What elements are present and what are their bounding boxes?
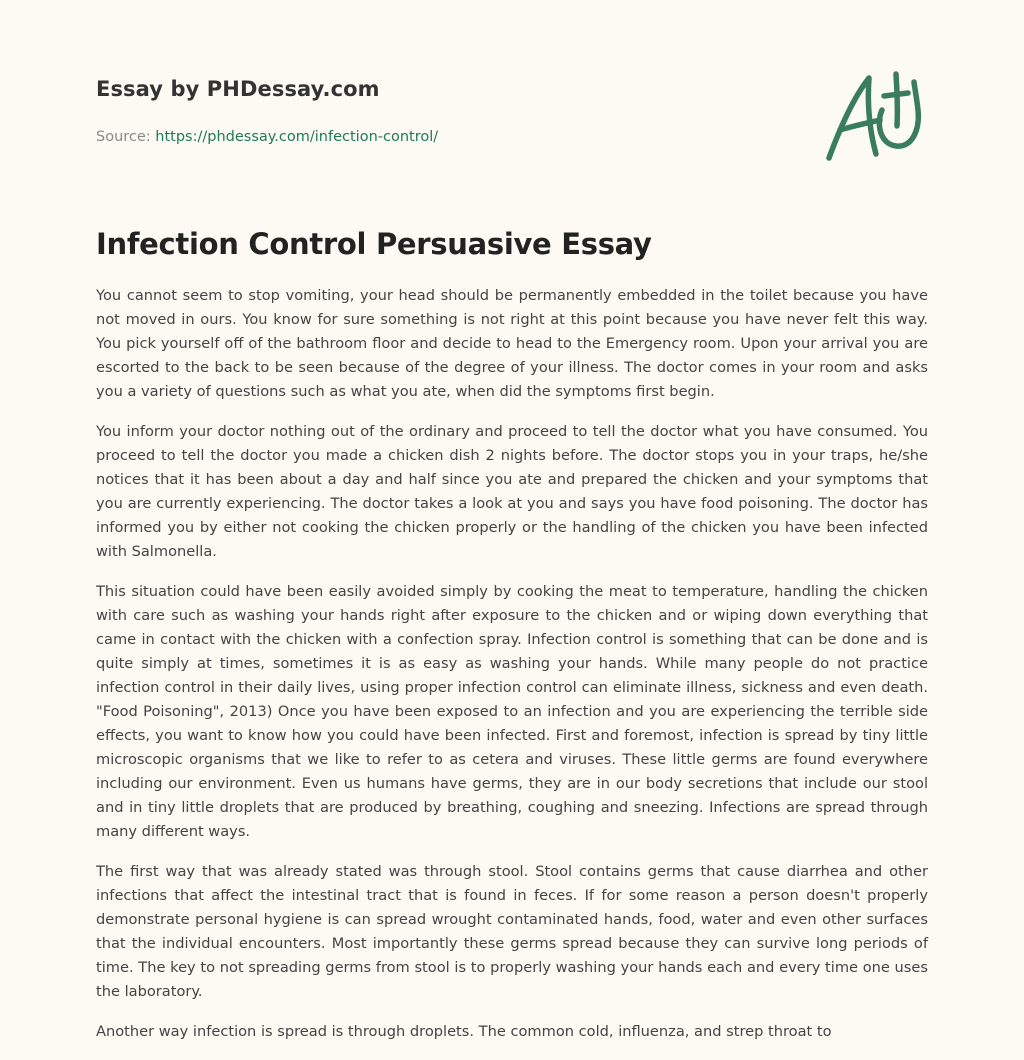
essay-title: Infection Control Persuasive Essay <box>96 227 652 261</box>
essay-paragraph: You inform your doctor nothing out of the ordinary and proceed to tell the doctor what you have consumed. You proceed to tell the doctor you made a chicken dish 2 nights before. The doctor stops you in your traps, he/she notices that it has been about a day and half since you ate and prepared the chicken and your symptoms that you are currently experiencing. The doctor takes a look at you and says you have food poisoning. The doctor has informed you by either not cooking the chicken properly or the handling of the chicken you have been infected with Salmonella. <box>96 423 928 560</box>
source-link[interactable]: https://phdessay.com/infection-control/ <box>155 129 439 145</box>
essay-body <box>96 284 928 1060</box>
essay-paragraph: The first way that was already stated was through stool. Stool contains germs that cause diarrhea and other infections that affect the intestinal tract that is found in feces. If for some reason a person doesn't properly demonstrate personal hygiene is can spread wrought contaminated hands, food, water and even other surfaces that the individual encounters. Most importantly these germs spread because they can survive long periods of time. The key to not spreading germs from stool is to properly washing your hands each and every time one uses the laboratory. <box>96 863 928 1000</box>
site-brand: Essay by PHDessay.com <box>96 77 380 101</box>
essay-paragraph: You cannot seem to stop vomiting, your head should be permanently embedded in the toilet because you have not moved in ours. You know for sure something is not right at this point because you have never felt this way. You pick yourself off of the bathroom floor and decide to head to the Emergency room. Upon your arrival you are escorted to the back to be seen because of the degree of your illness. The doctor comes in your room and asks you a variety of questions such as what you ate, when did the symptoms first begin. <box>96 287 928 400</box>
essay-header <box>96 72 796 148</box>
source-line <box>96 126 796 148</box>
essay-paragraph: This situation could have been easily avoided simply by cooking the meat to temperature, handling the chicken with care such as washing your hands right after exposure to the chicken and or wiping down everything that came in contact with the chicken with a confection spray. Infection control is something that can be done and is quite simply at times, sometimes it is as easy as washing your hands. While many people do not practice infection control in their daily lives, using proper infection control can eliminate illness, sickness and even death. "Food Poisoning", 2013) Once you have been exposed to an infection and you are experiencing the terrible side effects, you want to know how you could have been infected. First and foremost, infection is spread by tiny little microscopic organisms that we like to refer to as cetera and viruses. These little germs are found everywhere including our environment. Even us humans have germs, they are in our body secretions that include our stool and in tiny little droplets that are produced by breathing, coughing and sneezing. Infections are spread through many different ways. <box>96 583 928 840</box>
a-plus-logo-icon <box>820 66 930 166</box>
essay-paragraph: Another way infection is spread is through droplets. The common cold, influenza, and strep throat to <box>96 1023 832 1040</box>
source-label: Source: <box>96 129 156 145</box>
